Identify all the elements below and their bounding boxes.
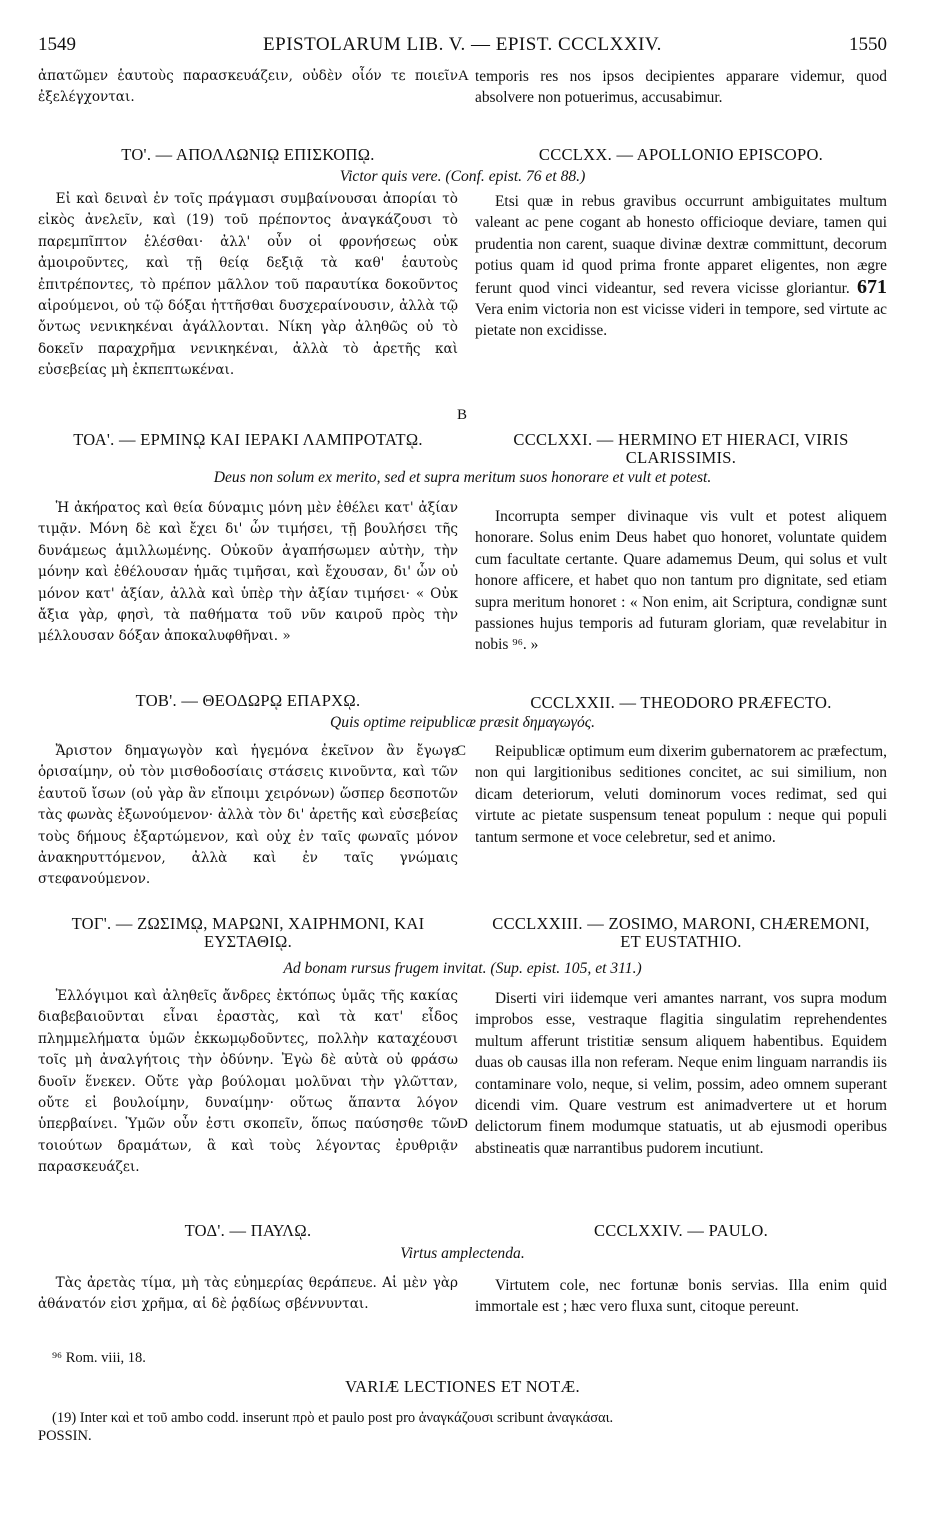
greek-text-372 [38,741,458,891]
latin-title-line: CCCLXXI. — HERMINO ET HIERACI, VIRIS [513,430,849,449]
greek-title-371: ΤΟΑ'. — ΕΡΜΙΝῼ ΚΑΙ ΙΕΡΑΚΙ ΛΑΜΠΡΟΤΑΤῼ. [73,430,423,449]
latin-text: Vera enim victoria non est vicisse videri in tempore, sed virtute ac pietate non excidisse. [475,301,887,340]
latin-paragraph: Diserti viri iidemque veri amantes narrant, vos supra modum improbos esse, vestraque flagitia singulatim reprehendentes multum afferunt tristitiæ sensum aliquem habentibus. Equidem duas ob causas illa non referam. Neque enim linguam narrandis iis contaminare volo, neque, si velim, possim, adeo omnem superant dicendi vim. Quare vestrum est animadvertere ut et horum delictorum finem modumque statuatis, ut ab ejusmodi operibus abstineatis quæ narrantibus pudorem incutiunt. [475,990,887,1157]
greek-paragraph: Ἄριστον δημαγωγὸν καὶ ἡγεμόνα ἐκεῖνον ἂν ἔγωγε ὁρισαίμην, οὐ τὸν μισθοδοσίαις στάσεις κινοῦντα, καὶ τῶν ἑαυτοῦ ἴσων (οὐ γὰρ ἂν εἴποιμι χειρόνων) ὥσπερ δεσποτῶν τὰς φωνὰς ἐξωνούμενον· ἀλλὰ τὸν δι' ἀρετῆς καὶ εὐσεβείας τοὺς δήμους ἐξαρτώμενον, καὶ οὐχ ἐν ταῖς φωναῖς μόνον ἀνακηρυττόμενον, ἀλλὰ καὶ ἐν ταῖς γνώμαις στεφανούμενον. [38,743,458,888]
greek-title-370: ΤΟ'. — ΑΠΟΛΛΩΝΙῼ ΕΠΙΣΚΟΠῼ. [121,145,375,164]
margin-marker-c: C [456,743,467,759]
greek-title-line: ΤΟΓ'. — ΖΩΣΙΜῼ, ΜΑΡΩΝΙ, ΧΑΙΡΗΜΟΝΙ, ΚΑΙ [71,914,425,933]
margin-marker-d: D [457,1116,468,1132]
greek-text-371 [38,498,458,648]
summary-370: Victor quis vere. (Conf. epist. 76 et 88.) [339,168,586,185]
greek-paragraph: Ἡ ἀκήρατος καὶ θεία δύναμις μόνη μὲν ἐθέλει κατ' ἀξίαν τιμᾷν. Μόνη δὲ καὶ ἔχει δι' ὧν τιμήσει, τῇ βουλήσει τῆς δυνάμεως ἁμιλλωμένης. Οὐκοῦν ἀγαπήσωμεν αὐτὴν, τὴν μόνην καὶ ἐθέλουσαν ἡμᾶς τιμῆσαι, καὶ ἔχουσαν, δι' ὧν οὐ μόνον κατ' ἀξίαν, ἀλλὰ καὶ ὑπὲρ τὴν ἀξίαν τιμήσει· « Οὐκ ἄξια γὰρ, φησὶ, τὰ παθήματα τοῦ νῦν καιροῦ πρὸς τὴν μέλλουσαν δόξαν ἀποκαλυφθῆναι. » [38,500,458,645]
note-author: POSSIN. [38,1428,92,1444]
column-number: 671 [857,275,887,298]
greek-text-373 [38,986,458,1179]
greek-paragraph: Τὰς ἀρετὰς τίμα, μὴ τὰς εὐημερίας θεράπευε. Αἱ μὲν γὰρ ἀθάνατόν εἰσι χρῆμα, αἱ δὲ ῥᾳδίως σβέννυνται. [38,1275,458,1313]
latin-text: Etsi quæ in rebus gravibus occurrunt ambiguitates multum valeant ac pene cogant ab honesto officioque deviare, tamen qui prudentia non carent, suaque divinæ dextræ committunt, decorum potius quam id quod prima fronte apparet eligentes, non ægre ferunt quod vinci videantur, sed revera vicisse gloriantur. [475,193,887,297]
greek-continuation [38,66,458,109]
greek-title-373 [38,915,458,951]
notes-title: VARIÆ LECTIONES ET NOTÆ. [345,1377,580,1396]
latin-title-line: CCCLXXIII. — ZOSIMO, MARONI, CHÆREMONI, [492,914,870,933]
latin-title-370: CCCLXX. — APOLLONIO EPISCOPO. [538,145,824,164]
summary-373: Ad bonam rursus frugem invitat. (Sup. epist. 105, et 311.) [283,960,642,977]
running-header [38,34,887,60]
margin-marker-b: B [457,407,468,423]
latin-text-370 [475,191,887,342]
latin-text-371 [475,506,887,656]
latin-title-373 [475,915,887,951]
latin-paragraph: Incorrupta semper divinaque vis vult et potest aliquem honorare. Solus enim Deus habet quo honoret, voluntate quidem cum facultate certante. Quare adamemus Deum, qui solus et vult honore afficere, et habet quo non tantum pro dignitate, sed etiam supra meritum honoret : « Non enim, ait Scriptura, condignæ sunt passiones hujus temporis ad futuram gloriam, quæ revelabitur in nobis ⁹⁶. » [475,508,887,654]
greek-text-370 [38,189,458,382]
latin-title-line: CLARISSIMIS. [625,448,737,467]
latin-paragraph [475,191,887,342]
latin-paragraph: Virtutem cole, nec fortunæ bonis servias. Illa enim quid immortale est ; hæc vero fluxa sunt, citoque pereunt. [475,1277,887,1316]
latin-title-372: CCCLXXII. — THEODORO PRÆFECTO. [530,693,832,712]
greek-title-line: ΕΥΣΤΑΘΙῼ. [203,932,293,951]
page-number-left: 1549 [38,34,76,55]
greek-text-374 [38,1273,458,1316]
greek-title-372: ΤΟΒ'. — ΘΕΟΔΩΡῼ ΕΠΑΡΧῼ. [135,691,361,710]
latin-title-374: CCCLXXIV. — PAULO. [593,1221,769,1240]
greek-paragraph: ἀπατῶμεν ἑαυτοὺς παρασκευάζειν, οὐδὲν οἷόν τε ποιεῖν ἐξελέγχονται. [38,68,458,106]
running-title: EPISTOLARUM LIB. V. — EPIST. CCCLXXIV. [263,34,662,55]
greek-title-374: ΤΟΔ'. — ΠΑΥΛῼ. [184,1221,312,1240]
latin-paragraph: temporis res nos ipsos decipientes apparare videmur, quod absolvere non potuerimus, accusabimur. [475,68,887,107]
summary-374: Virtus amplectenda. [400,1245,525,1262]
footnote: ⁹⁶ Rom. viii, 18. [52,1350,146,1366]
notes-section [38,1409,887,1445]
summary-372: Quis optime reipublicæ præsit δημαγωγός. [330,714,595,731]
greek-paragraph: Εἰ καὶ δειναὶ ἐν τοῖς πράγμασι συμβαίνουσαι ἀπορίαι τὸ εἰκὸς ἀνελεῖν, καὶ (19) τοῦ πρέποντος ἀναγκάζουσι τὸ παρεμπῖπτον ἑλέσθαι· ἀλλ' οὖν οἱ φρονήσεως οὐκ ἀμοιροῦντες, καὶ τῇ θείᾳ δεξιᾷ τὰ καθ' ἑαυτοὺς ἐπιτρέποντες, τὸ πρέπον μᾶλλον τοῦ παραυτίκα δοκοῦντος αἱρούμενοι, οὐ τῷ δόξαι ἡττῆσθαι δυσχεραίνουσιν, ἀλλὰ τῷ ὄντως νενικηκέναι ἀγάλλονται. Νίκη γὰρ ἀληθῶς οὐ τὸ δοκεῖν παραχρῆμα νενικηκέναι, ἀλλὰ τὸ ἀρετῆς καὶ εὐσεβείας μὴ ἐκπεπτωκέναι. [38,191,458,379]
greek-paragraph: Ἐλλόγιμοι καὶ ἀληθεῖς ἄνδρες ἐκτόπως ὑμᾶς τῆς κακίας διαβεβαιοῦνται εἶναι ἐραστὰς, καὶ τὰ κατ' εἶδος πλημμελήματα ὑμῶν ἐκκωμῳδοῦντες, πολλὴν καταχέουσι τοῖς μὴ ἀναλγήτοις τὴν ὀδύνην. Ἐγὼ δὲ αὐτὰ οὐ φράσω δυοῖν ἕνεκεν. Οὔτε γὰρ βούλομαι μολῦναι τὴν γλῶτταν, οὔτε εἰ βουλοίμην, δυναίμην· οὕτως ἅπαντα λόγον ὑπερβαίνει. Ὑμῶν οὖν ἐστι σκοπεῖν, ὅπως παύσησθε τῶν τοιούτων δραμάτων, ἃ καὶ τοὺς λέγοντας ἐρυθριᾷν παρασκευάζει. [38,988,458,1176]
latin-text-374 [475,1275,887,1318]
note-text: (19) Inter καὶ et τοῦ ambo codd. inserunt πρὸ et paulo post pro ἀναγκάζουσι scribunt ἀναγκάσαι. [52,1410,614,1426]
latin-title-line: ET EUSTATHIO. [620,932,742,951]
latin-title-371 [475,431,887,467]
page-number-right: 1550 [849,34,887,55]
summary-371: Deus non solum ex merito, sed et supra meritum suos honorare et vult et potest. [213,469,712,486]
latin-continuation [475,66,887,109]
margin-marker-a: A [458,68,469,84]
latin-text-373 [475,988,887,1159]
latin-paragraph: Reipublicæ optimum eum dixerim gubernatorem ac præfectum, non qui largitionibus seditiones concitet, ac sui similium, non dicam deteriorum, veluti dominorum voces redimat, sed qui virtute ac pietate suspensum teneat populum : neque qui populi tantum sermone et voce celebretur, sed et animo. [475,743,887,846]
latin-text-372 [475,741,887,848]
